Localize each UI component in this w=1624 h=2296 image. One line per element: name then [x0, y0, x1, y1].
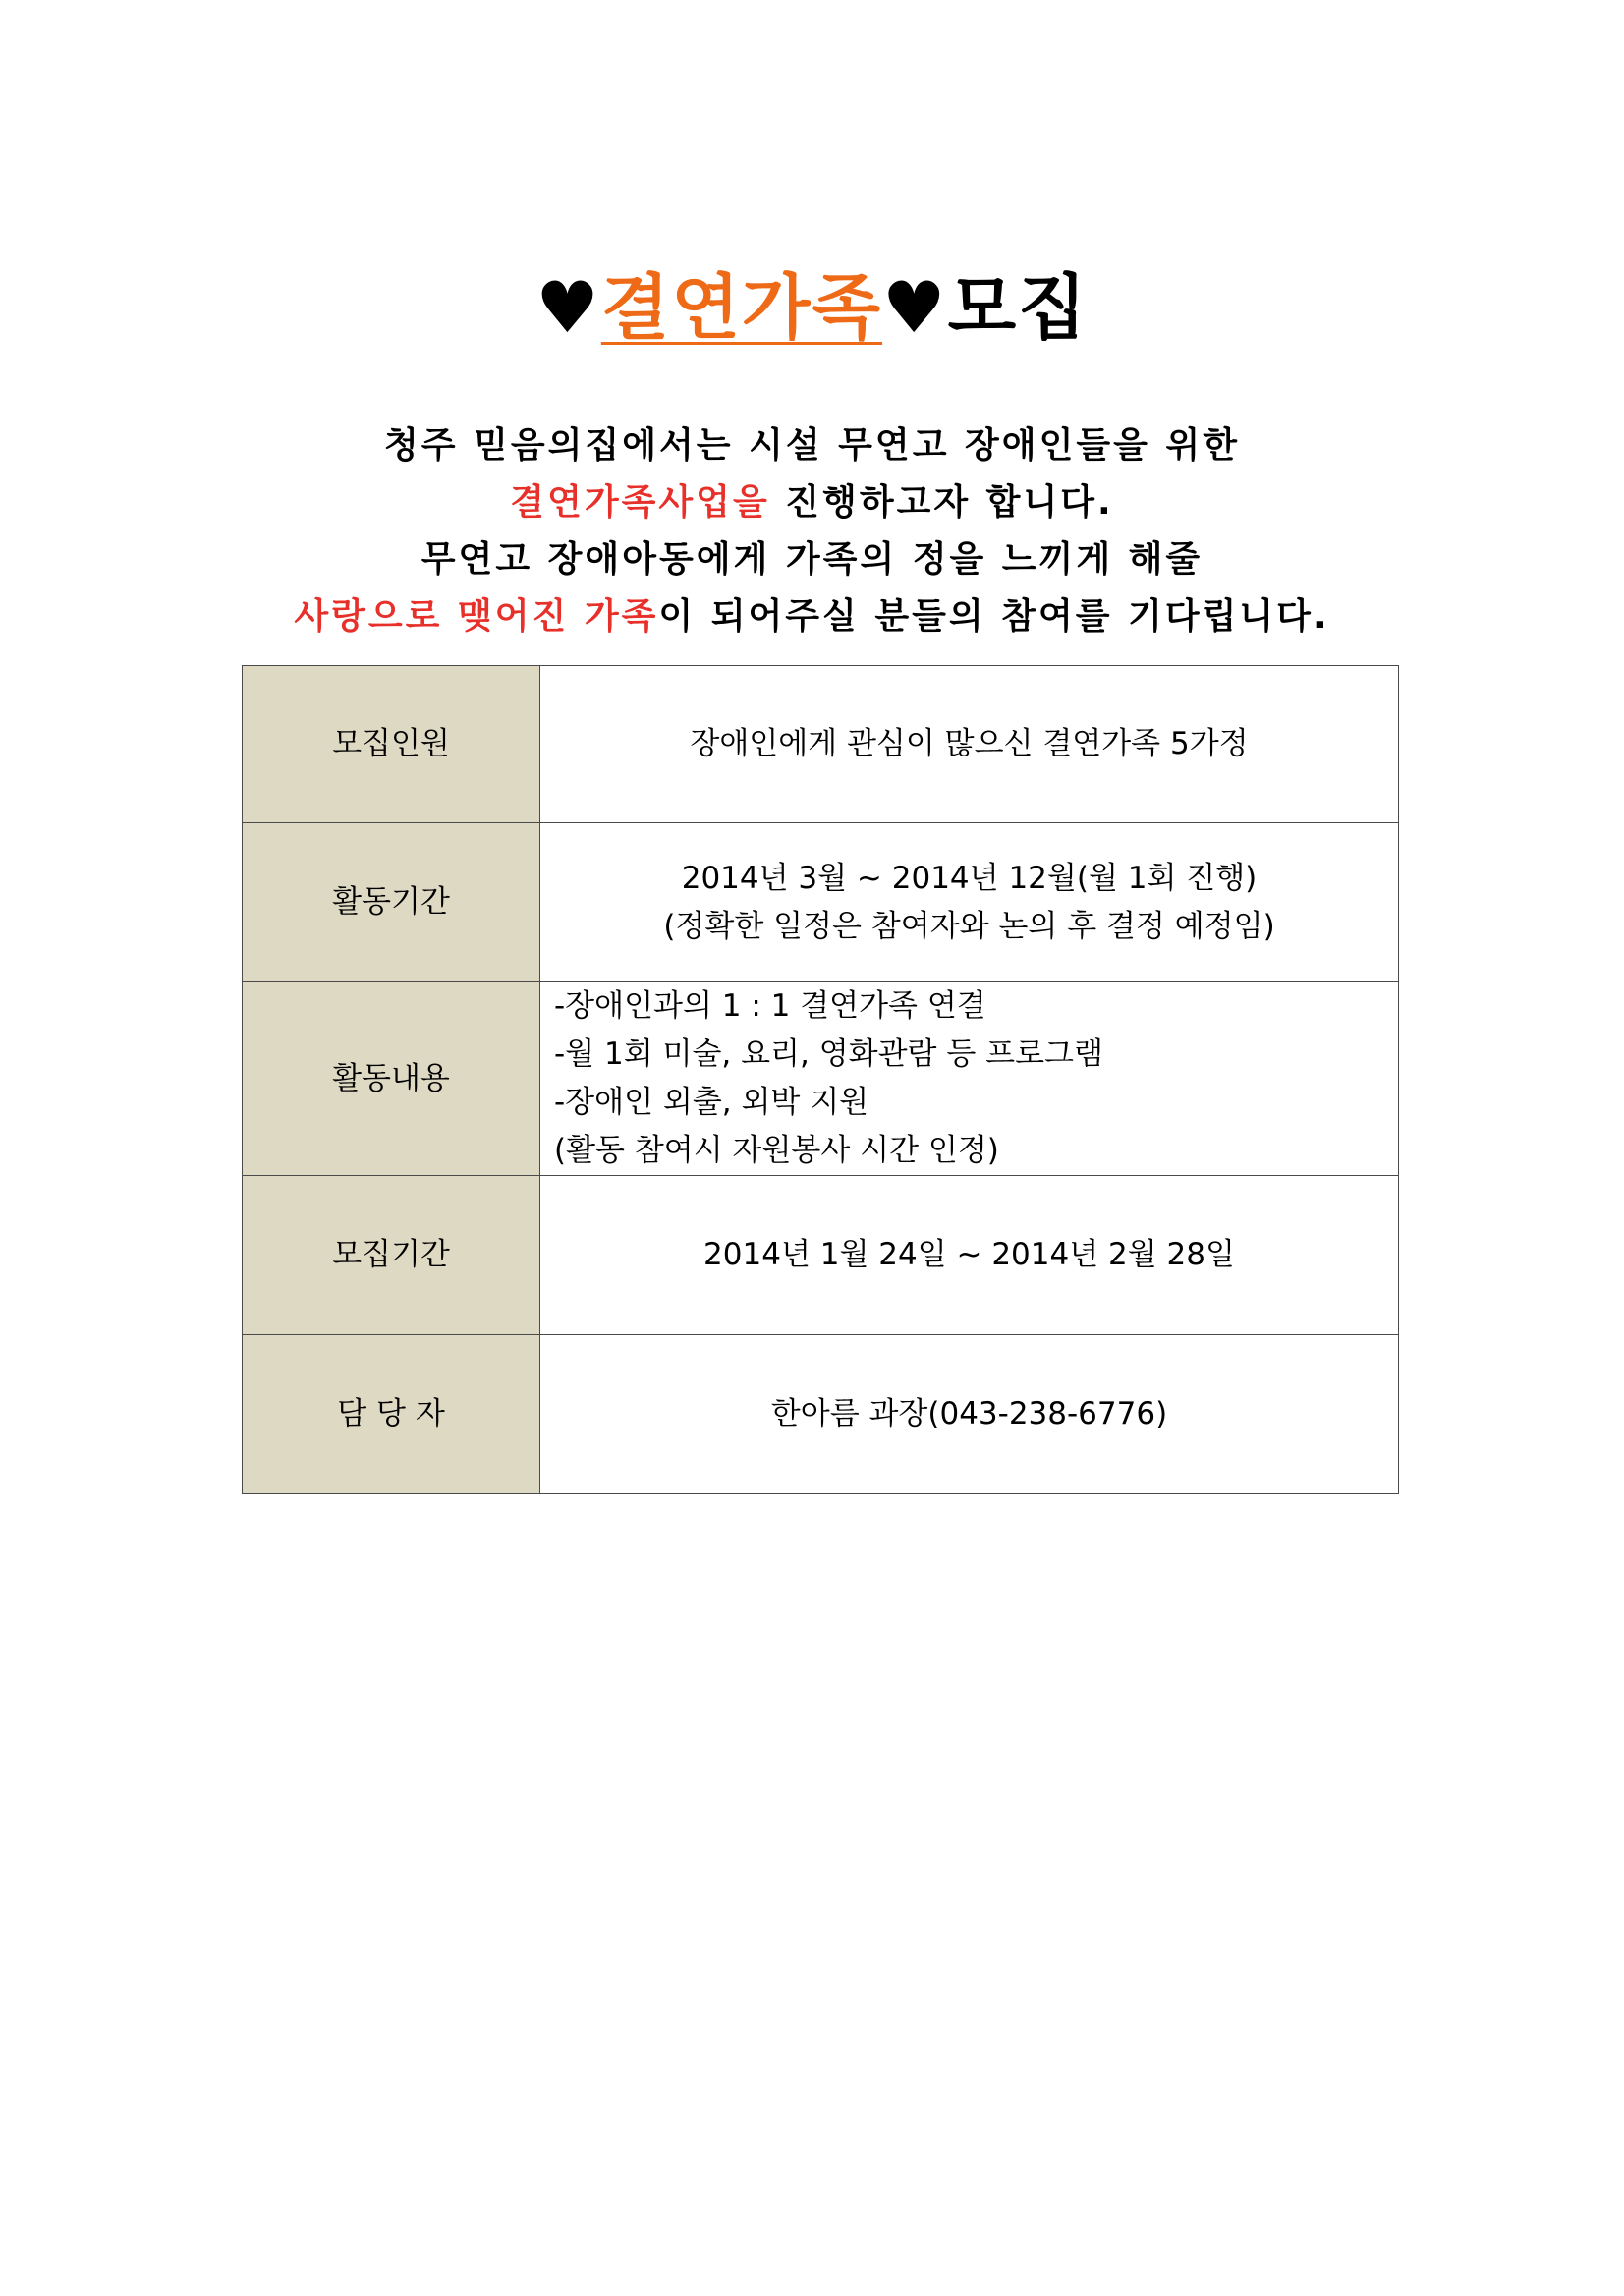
intro-line-4	[0, 588, 1624, 645]
table-row	[243, 1335, 1399, 1494]
title-rest: 모집	[947, 266, 1089, 349]
row-value-line: (활동 참여시 자원봉사 시간 인정)	[554, 1133, 999, 1168]
row-label: 모집인원	[243, 666, 540, 823]
intro-line-1: 청주 믿음의집에서는 시설 무연고 장애인들을 위한	[384, 425, 1240, 466]
info-table	[242, 665, 1399, 1494]
row-label: 활동기간	[243, 823, 540, 982]
heart-icon: ♥	[535, 266, 601, 349]
row-value-line: 2014년 1월 24일 ~ 2014년 2월 28일	[703, 1237, 1235, 1272]
intro-line-2-rest: 진행하고자 합니다.	[769, 482, 1114, 523]
intro-line-4-rest: 이 되어주실 분들의 참여를 기다립니다.	[658, 596, 1330, 637]
table-row	[243, 666, 1399, 823]
row-value-line: -장애인 외출, 외박 지원	[554, 1085, 869, 1120]
row-value	[540, 1176, 1399, 1335]
heart-icon: ♥	[882, 266, 948, 349]
row-value	[540, 982, 1399, 1176]
intro-text	[0, 418, 1624, 645]
table-row	[243, 1176, 1399, 1335]
row-value	[540, 1335, 1399, 1494]
row-value-line: 한아름 과장(043-238-6776)	[770, 1396, 1168, 1431]
row-value	[540, 823, 1399, 982]
title-accent: 결연가족	[600, 266, 883, 349]
intro-line-4-highlight: 사랑으로 맺어진 가족	[294, 596, 659, 637]
row-value-line: (정확한 일정은 참여자와 논의 후 결정 예정임)	[663, 908, 1275, 944]
row-value-line: 장애인에게 관심이 많으신 결연가족 5가정	[690, 726, 1249, 761]
row-value-line: -월 1회 미술, 요리, 영화관람 등 프로그램	[554, 1036, 1103, 1072]
row-value	[540, 666, 1399, 823]
page-title	[0, 263, 1624, 352]
intro-line-3: 무연고 장애아동에게 가족의 정을 느끼게 해줄	[420, 539, 1204, 580]
intro-line-2	[0, 475, 1624, 532]
row-label: 활동내용	[243, 982, 540, 1176]
row-value-line: 2014년 3월 ~ 2014년 12월(월 1회 진행)	[681, 860, 1258, 896]
row-label: 담 당 자	[243, 1335, 540, 1494]
table-row	[243, 982, 1399, 1176]
table-row	[243, 823, 1399, 982]
intro-line-2-highlight: 결연가족사업을	[510, 482, 770, 523]
row-value-line: -장애인과의 1 : 1 결연가족 연결	[554, 988, 986, 1024]
row-label: 모집기간	[243, 1176, 540, 1335]
